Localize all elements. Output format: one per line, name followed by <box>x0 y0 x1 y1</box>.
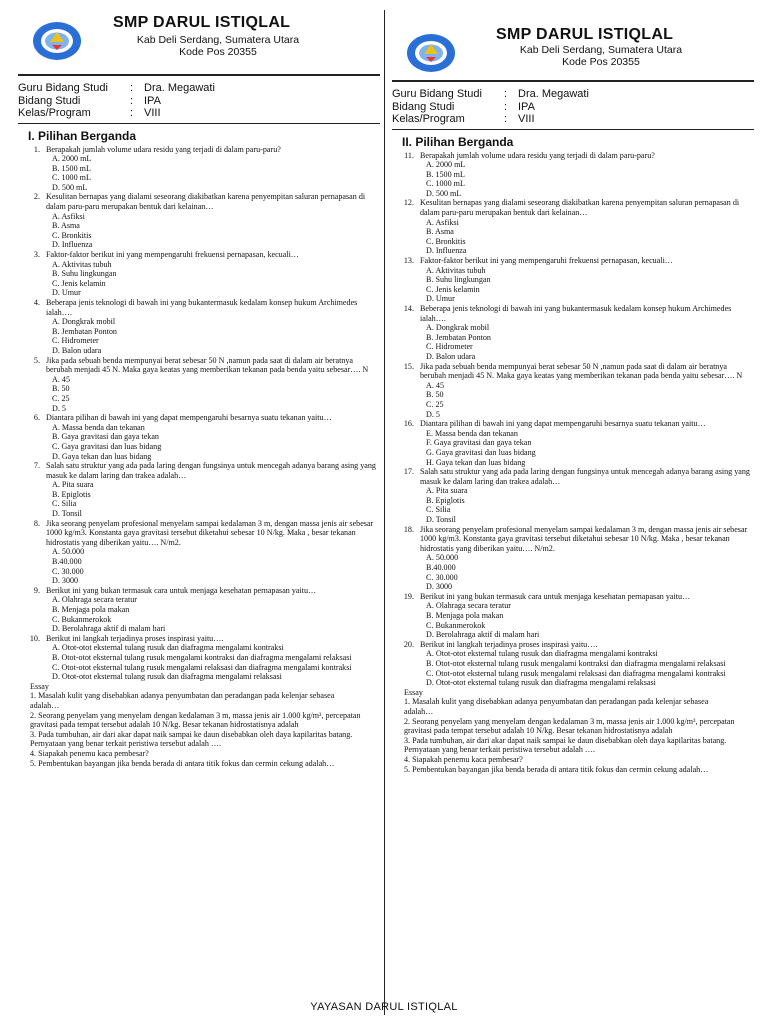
question-text: Berikut ini yang bukan termasuk cara untuk menjaga kesehatan pernapasan yaitu… <box>420 591 691 601</box>
question-text: Faktor-faktor berikut ini yang mempengaruhi frekuensi pernapasan, kecuali… <box>46 250 299 260</box>
question-item <box>18 461 380 519</box>
school-address: Kab Deli Serdang, Sumatera Utara <box>136 34 300 46</box>
footer-foundation-name: YAYASAN DARUL ISTIQLAL <box>310 1001 458 1013</box>
answer-option: D. Tonsil <box>52 509 82 519</box>
question-line <box>18 356 380 375</box>
question-item <box>18 145 380 193</box>
info-value: Dra. Megawati <box>144 82 215 94</box>
question-number: 20. <box>403 639 414 649</box>
answer-option: A. Olahraga secara teratur <box>52 595 137 605</box>
question-line <box>392 256 754 266</box>
question-text: Berapakah jumlah volume udara residu yang terjadi di dalam paru-paru? <box>420 150 655 160</box>
answer-option: A. 2000 mL <box>52 154 92 164</box>
info-value: IPA <box>518 100 535 113</box>
answer-option: D. 3000 <box>52 576 79 586</box>
question-line <box>392 525 754 554</box>
essay-list <box>392 697 754 774</box>
question-item <box>392 362 754 420</box>
answer-option: A. 50.000 <box>426 553 459 563</box>
essay-title: Essay <box>404 687 423 697</box>
essay-question: 5. Pembentukan bayangan jika benda berada di antara titik fokus dan cermin cekung adalah… <box>30 758 335 768</box>
section-title: II. Pilihan Berganda <box>402 134 514 149</box>
question-item <box>392 525 754 592</box>
answer-option: B. Otot-otot eksternal tulang rusuk mengalami kontraksi dan diafragma mengalami relaksasi <box>426 658 726 668</box>
answer-option: B. Jembatan Ponton <box>426 332 491 342</box>
essay-question: 1. Masalah kulit yang disebabkan adanya penyumbatan dan peradangan pada kelenjar sebasea adalah… <box>404 697 709 716</box>
info-label: Kelas/Program <box>392 113 465 125</box>
question-number: 4. <box>33 298 40 307</box>
answer-option: A. Dongkrak mobil <box>52 317 116 327</box>
answer-option: A. Olahraga secara teratur <box>426 601 511 611</box>
answer-option: B. Epiglotis <box>52 489 91 499</box>
answer-option: A. Asfiksi <box>52 211 85 221</box>
school-logo-icon <box>32 20 82 62</box>
question-text: Jika seorang penyelam profesional menyelam sampai kedalaman 3 m, dengan massa jenis air sebesar 1000 kg/m3. Konstanta gaya gravitasi tersebut diketahui sebesar 10 N/kg. Maka , besar tekanan hidrostatis yang diberikan yaitu…. N/m2. <box>46 518 374 547</box>
question-text: Faktor-faktor berikut ini yang mempengaruhi frekuensi pernapasan, kecuali… <box>420 256 673 266</box>
question-item <box>18 250 380 298</box>
info-label: Kelas/Program <box>18 107 91 119</box>
answer-option: A. Otot-otot eksternal tulang rusuk dan diafragma mengalami kontraksi <box>426 649 658 659</box>
question-line <box>18 192 380 211</box>
header-rule <box>18 74 380 76</box>
question-number: 1. <box>33 144 40 154</box>
info-label: Guru Bidang Studi <box>392 88 482 100</box>
question-item <box>18 519 380 586</box>
info-value: VIII <box>144 107 161 119</box>
question-list <box>18 145 380 682</box>
answer-option: B. Jembatan Ponton <box>52 326 117 336</box>
answer-option: E. Massa benda dan tekanan <box>426 428 518 438</box>
answer-option: A. Aktivitas tubuh <box>426 265 486 275</box>
question-text: Kesulitan bernapas yang dialami seseorang diakibatkan karena penyempitan saluran pernapasan di dalam paru-paru merupakan bentuk dari kelainan… <box>420 198 740 218</box>
school-address: Kab Deli Serdang, Sumatera Utara <box>519 44 683 56</box>
question-item <box>18 192 380 250</box>
question-line <box>392 467 754 486</box>
school-address-block <box>113 34 323 58</box>
answer-option: A. 50.000 <box>52 547 85 557</box>
question-line <box>392 151 754 161</box>
question-item <box>392 640 754 688</box>
essay-question: 1. Masalah kulit yang disebabkan adanya penyumbatan dan peradangan pada kelenjar sebasea adalah… <box>30 691 335 710</box>
info-block <box>392 88 754 126</box>
answer-option: C. Bukanmerokok <box>52 614 112 624</box>
question-line <box>18 145 380 155</box>
question-line <box>392 362 754 381</box>
school-postal-code: Kode Pos 20355 <box>562 56 640 68</box>
answer-option: D. Umur <box>426 294 455 304</box>
question-line <box>392 304 754 323</box>
question-text: Diantara pilihan di bawah ini yang dapat mempengaruhi besarnya suatu tekanan yaitu… <box>46 413 332 423</box>
question-text: Jika pada sebuah benda mempunyai berat sebesar 50 N ,namun pada saat di dalam air beratnya berubah menjadi 45 N. Maka gaya keatas yang memberikan tekanan pada benda yaitu sebesar…. N <box>420 361 743 381</box>
answer-option: A. 45 <box>426 380 444 390</box>
question-number: 11. <box>404 150 414 160</box>
info-label: Bidang Studi <box>18 94 81 107</box>
question-text: Beberapa jenis teknologi di bawah ini yang bukantermasuk kedalam konsep hukum Archimedes ialah…. <box>420 304 732 323</box>
question-number: 8. <box>33 518 40 528</box>
question-item <box>18 413 380 461</box>
school-name: SMP DARUL ISTIQLAL <box>496 26 674 43</box>
info-colon: : <box>504 113 508 125</box>
question-text: Berikut ini langkah terjadinya proses inspirasi yaitu…. <box>420 639 598 649</box>
info-colon: : <box>504 88 508 100</box>
answer-option: B. 1500 mL <box>52 163 91 173</box>
answer-option: A. Asfiksi <box>426 217 459 227</box>
answer-option: D. Berolahraga aktif di malam hari <box>426 630 540 640</box>
answer-option: D. Balon udara <box>52 345 102 355</box>
answer-option: C. 1000 mL <box>426 179 465 189</box>
answer-option: D. Tonsil <box>426 515 456 525</box>
question-item <box>18 356 380 414</box>
question-item <box>392 151 754 199</box>
question-number: 13. <box>403 256 414 266</box>
question-line <box>18 634 380 644</box>
question-number: 3. <box>33 250 40 260</box>
question-number: 2. <box>33 192 40 202</box>
answer-option: D. Otot-otot eksternal tulang rusuk dan diafragma mengalami relaksasi <box>52 672 282 682</box>
answer-option: C. Bukanmerokok <box>426 620 486 630</box>
answer-option: D. Gaya tekan dan luas bidang <box>52 451 152 461</box>
answer-option: D. Umur <box>52 288 81 298</box>
answer-option: B.40.000 <box>426 563 456 573</box>
info-colon: : <box>504 100 508 113</box>
info-colon: : <box>130 107 134 119</box>
answer-option: B. Menjaga pola makan <box>426 611 504 620</box>
answer-option: D. Influenza <box>426 246 467 256</box>
school-address-block <box>496 44 706 68</box>
answer-option: C. Hidrometer <box>52 336 99 346</box>
answer-option: D. Influenza <box>52 240 93 250</box>
question-line <box>18 250 380 260</box>
info-rule <box>392 129 754 130</box>
info-block <box>18 82 380 120</box>
answer-option: D. 3000 <box>426 582 453 592</box>
answer-option: H. Gaya tekan dan luas bidang <box>426 457 526 467</box>
question-line <box>392 198 754 217</box>
header-rule <box>392 80 754 82</box>
answer-option: D. 500 mL <box>426 188 462 198</box>
header <box>392 0 754 66</box>
question-item <box>392 467 754 525</box>
question-text: Kesulitan bernapas yang dialami seseorang diakibatkan karena penyempitan saluran pernapasan di dalam paru-paru merupakan bentuk dari kelainan… <box>46 192 366 212</box>
answer-option: F. Gaya gravitasi dan gaya tekan <box>426 438 532 448</box>
answer-option: C. Jenis kelamin <box>52 278 106 288</box>
answer-option: D. 500 mL <box>52 182 88 192</box>
question-text: Beberapa jenis teknologi di bawah ini yang bukantermasuk kedalam konsep hukum Archimedes ialah…. <box>46 298 358 317</box>
question-text: Berikut ini yang bukan termasuk cara untuk menjaga kesehatan pernapasan yaitu… <box>46 585 317 595</box>
school-logo-icon <box>406 32 456 74</box>
answer-option: B.40.000 <box>52 557 82 567</box>
answer-option: C. 25 <box>426 399 444 409</box>
answer-option: A. Pita suara <box>52 480 94 490</box>
answer-option: C. 25 <box>52 393 70 403</box>
answer-option: C. Silia <box>426 505 451 515</box>
info-row <box>392 113 754 126</box>
info-row <box>392 88 754 101</box>
question-item <box>392 592 754 640</box>
answer-option: A. Dongkrak mobil <box>426 323 490 333</box>
question-number: 9. <box>33 585 40 595</box>
answer-option: B. Epiglotis <box>426 495 465 505</box>
info-value: Dra. Megawati <box>518 88 589 100</box>
question-number: 10. <box>29 633 40 643</box>
school-name: SMP DARUL ISTIQLAL <box>113 14 291 31</box>
answer-option: A. Massa benda dan tekanan <box>52 422 145 432</box>
answer-option: A. 45 <box>52 374 70 384</box>
section-title: I. Pilihan Berganda <box>28 128 137 143</box>
answer-option: D. Berolahraga aktif di malam hari <box>52 624 166 634</box>
info-row <box>18 82 380 95</box>
essay-question: 4. Siapakah penemu kaca pembesar? <box>404 754 523 764</box>
info-row <box>392 101 754 114</box>
essay-question: 3. Pada tumbuhan, air dari akar dapat naik sampai ke daun disebabkan oleh daya kapilaritas batang. Pernyataan yang benar terkait peristiwa tersebut adalah …. <box>30 729 353 749</box>
essay-question: 4. Siapakah penemu kaca pembesar? <box>30 748 149 758</box>
info-row <box>18 95 380 108</box>
answer-option: C. Bronkitis <box>426 236 466 246</box>
answer-option: B. 1500 mL <box>426 169 465 179</box>
answer-option: C. Otot-otot eksternal tulang rusuk mengalami relaksasi dan diafragma mengalami kontraksi <box>52 662 352 672</box>
essay-question: 5. Pembentukan bayangan jika benda berada di antara titik fokus dan cermin cekung adalah… <box>404 764 709 774</box>
left-column <box>18 0 380 1000</box>
answer-option: C. Jenis kelamin <box>426 284 480 294</box>
info-value: VIII <box>518 113 535 125</box>
answer-option: A. Otot-otot eksternal tulang rusuk dan diafragma mengalami kontraksi <box>52 643 284 653</box>
question-number: 15. <box>403 361 414 371</box>
answer-option: B. Asma <box>426 227 454 237</box>
question-number: 14. <box>403 304 414 313</box>
question-text: Jika pada sebuah benda mempunyai berat sebesar 50 N ,namun pada saat di dalam air beratnya berubah menjadi 45 N. Maka gaya keatas yang memberikan tekanan pada benda yaitu sebesar…. N <box>46 355 369 375</box>
info-value: IPA <box>144 94 161 107</box>
essay-question: 2. Seorang penyelam yang menyelam dengan kedalaman 3 m, massa jenis air 1.000 kg/m³, percepatan gravitasi pada tempat tersebut adalah 10 N/kg. Besar tekanan hidrostatisnya adalah <box>404 716 735 736</box>
answer-option: C. Gaya gravitasi dan luas bidang <box>52 441 162 451</box>
answer-option: A. Pita suara <box>426 486 468 496</box>
question-line <box>392 640 754 650</box>
answer-option: C. 1000 mL <box>52 173 91 183</box>
question-item <box>392 256 754 304</box>
answer-option: D. Balon udara <box>426 351 476 361</box>
question-text: Jika seorang penyelam profesional menyelam sampai kedalaman 3 m, dengan massa jenis air sebesar 1000 kg/m3. Konstanta gaya gravitasi tersebut diketahui sebesar 10 N/kg. Maka , besar tekanan hidrostatis yang diberikan yaitu…. N/m2. <box>420 524 748 553</box>
answer-option: B. Suhu lingkungan <box>52 269 117 279</box>
answer-option: C. 30.000 <box>52 566 84 576</box>
question-number: 5. <box>33 355 40 365</box>
header <box>18 0 380 66</box>
question-number: 17. <box>403 467 414 477</box>
question-item <box>392 304 754 362</box>
essay-question: 3. Pada tumbuhan, air dari akar dapat naik sampai ke daun disebabkan oleh daya kapilaritas batang. Pernyataan yang benar terkait peristiwa tersebut adalah …. <box>404 735 727 755</box>
essay-title: Essay <box>30 681 49 691</box>
answer-option: B. Menjaga pola makan <box>52 605 130 614</box>
info-row <box>18 107 380 120</box>
right-column <box>392 0 754 1000</box>
question-text: Salah satu struktur yang ada pada laring dengan fungsinya untuk mencegah adanya barang asing yang masuk ke dalam laring dan trakea adalah… <box>420 467 750 486</box>
answer-option: G. Gaya gravitasi dan luas bidang <box>426 447 536 457</box>
school-postal-code: Kode Pos 20355 <box>179 46 257 58</box>
answer-option: D. 5 <box>426 409 440 419</box>
answer-option: C. Silia <box>52 499 77 509</box>
question-number: 18. <box>403 524 414 534</box>
answer-option: B. Suhu lingkungan <box>426 275 491 285</box>
essay-question: 2. Seorang penyelam yang menyelam dengan kedalaman 3 m, massa jenis air 1.000 kg/m³, percepatan gravitasi pada tempat tersebut adalah 10 N/kg. Besar tekanan hidrostatisnya adalah <box>30 710 361 730</box>
question-item <box>392 419 754 467</box>
info-label: Bidang Studi <box>392 100 455 113</box>
answer-option: C. Otot-otot eksternal tulang rusuk mengalami relaksasi dan diafragma mengalami kontraksi <box>426 668 726 678</box>
question-text: Berikut ini langkah terjadinya proses inspirasi yaitu…. <box>46 633 224 643</box>
question-item <box>18 298 380 356</box>
answer-option: D. Otot-otot eksternal tulang rusuk dan diafragma mengalami relaksasi <box>426 678 656 688</box>
question-text: Berapakah jumlah volume udara residu yang terjadi di dalam paru-paru? <box>46 144 281 154</box>
question-number: 19. <box>403 591 414 601</box>
answer-option: C. Hidrometer <box>426 342 473 352</box>
info-colon: : <box>130 82 134 94</box>
question-list <box>392 151 754 688</box>
question-item <box>18 586 380 634</box>
info-rule <box>18 123 380 124</box>
answer-option: B. 50 <box>52 384 70 394</box>
answer-option: C. Bronkitis <box>52 230 92 240</box>
answer-option: B. Gaya gravitasi dan gaya tekan <box>52 432 159 442</box>
question-number: 12. <box>403 198 414 208</box>
question-line <box>18 586 380 596</box>
question-line <box>392 592 754 602</box>
answer-option: B. 50 <box>426 390 444 400</box>
question-item <box>392 198 754 256</box>
column-divider <box>384 10 385 1015</box>
question-line <box>18 519 380 548</box>
question-number: 16. <box>403 419 414 429</box>
answer-option: A. Aktivitas tubuh <box>52 259 112 269</box>
info-colon: : <box>130 94 134 107</box>
answer-option: B. Otot-otot eksternal tulang rusuk mengalami kontraksi dan diafragma mengalami relaksasi <box>52 652 352 662</box>
essay-list <box>18 691 380 768</box>
answer-option: D. 5 <box>52 403 66 413</box>
question-item <box>18 634 380 682</box>
question-line <box>392 419 754 429</box>
answer-option: B. Asma <box>52 221 80 231</box>
answer-option: A. 2000 mL <box>426 160 466 170</box>
question-number: 6. <box>33 413 40 423</box>
answer-option: C. 30.000 <box>426 572 458 582</box>
question-number: 7. <box>33 461 40 471</box>
question-text: Diantara pilihan di bawah ini yang dapat mempengaruhi besarnya suatu tekanan yaitu… <box>420 419 706 429</box>
question-line <box>18 413 380 423</box>
question-line <box>18 461 380 480</box>
info-label: Guru Bidang Studi <box>18 82 108 94</box>
question-line <box>18 298 380 317</box>
question-text: Salah satu struktur yang ada pada laring dengan fungsinya untuk mencegah adanya barang asing yang masuk ke dalam laring dan trakea adalah… <box>46 461 376 480</box>
